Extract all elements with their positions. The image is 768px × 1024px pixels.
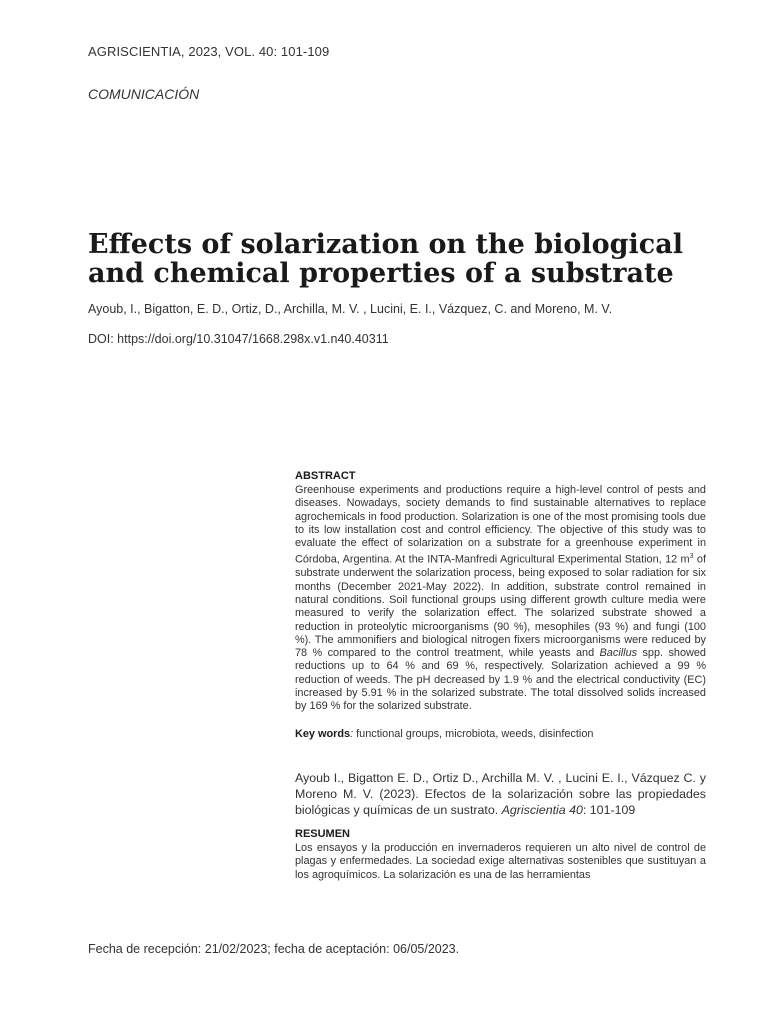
abstract-superscript: 3 <box>689 553 694 561</box>
resumen-heading: RESUMEN <box>295 828 351 840</box>
author-list: Ayoub, I., Bigatton, E. D., Ortiz, D., Archilla, M. V. , Lucini, E. I., Vázquez, C. and Moreno, M. V. <box>88 302 613 316</box>
article-title: Effects of solarization on the biological and chemical properties of a substrate <box>88 229 683 289</box>
keywords-separator: : <box>350 728 354 740</box>
abstract-text <box>295 484 706 714</box>
abstract-text-part2: of substrate underwent the solarization process, being exposed to solar radiation for six months (December 2021-May 2022). In addition, substrate control remained in natural conditions. Soil functional groups using different growth culture media were measured to verify the solarization effect. The solarized substrate showed a reduction in proteolytic microorganisms (90 %), mesophiles (93 %) and fungi (100 %). The ammonifiers and biological nitrogen fixers microorganisms were reduced by 78 % compared to the control treatment, while yeasts and <box>295 554 707 660</box>
citation-text: Ayoub I., Bigatton E. D., Ortiz D., Archilla M. V. , Lucini E. I., Vázquez C. y Moreno M. V. (2023). Efectos de la solarización sobre las propiedades biológicas y químicas de un sustrato. <box>295 771 706 817</box>
citation-pages: : 101-109 <box>582 803 636 817</box>
citation-journal: Agriscientia 40 <box>501 803 583 817</box>
keywords-text: functional groups, microbiota, weeds, disinfection <box>353 728 594 740</box>
keywords <box>295 727 706 741</box>
resumen-text: Los ensayos y la producción en invernaderos requieren un alto nivel de control de plagas y enfermedades. La sociedad exige alternativas sostenibles que sustituyan a los agroquímicos. La solarización es una de las herramientas <box>295 842 706 881</box>
keywords-label: Key words <box>295 728 351 740</box>
abstract-text-part3: spp. showed reductions up to 64 % and 69 %, respectively. Solarization achieved a 99 % reduction of weeds. The pH decreased by 1.9 % and the electrical conductivity (EC) increased by 5.91 % in the solarized substrate. The total dissolved solids increased by 169 % for the solarized substrate. <box>295 647 706 713</box>
doi-link[interactable]: DOI: https://doi.org/10.31047/1668.298x.v1.n40.40311 <box>88 332 389 346</box>
abstract-genus-name: Bacillus <box>599 647 638 660</box>
abstract-heading: ABSTRACT <box>295 470 356 482</box>
reception-dates: Fecha de recepción: 21/02/2023; fecha de aceptación: 06/05/2023. <box>88 942 460 956</box>
section-label: COMUNICACIÓN <box>88 86 200 102</box>
abstract-text-part1: Greenhouse experiments and productions require a high-level control of pests and diseases. Nowadays, society demands to find sustainable alternatives to replace agrochemicals in food production. Solarization is one of the most promising tools due to its low installation cost and control efficiency. The objective of this study was to evaluate the effect of solarization on a substrate for a greenhouse experiment in Córdoba, Argentina. At the INTA-Manfredi Agricultural Experimental Station, 12 m <box>295 484 706 567</box>
journal-reference: AGRISCIENTIA, 2023, VOL. 40: 101-109 <box>88 44 330 59</box>
spanish-citation <box>295 770 706 818</box>
